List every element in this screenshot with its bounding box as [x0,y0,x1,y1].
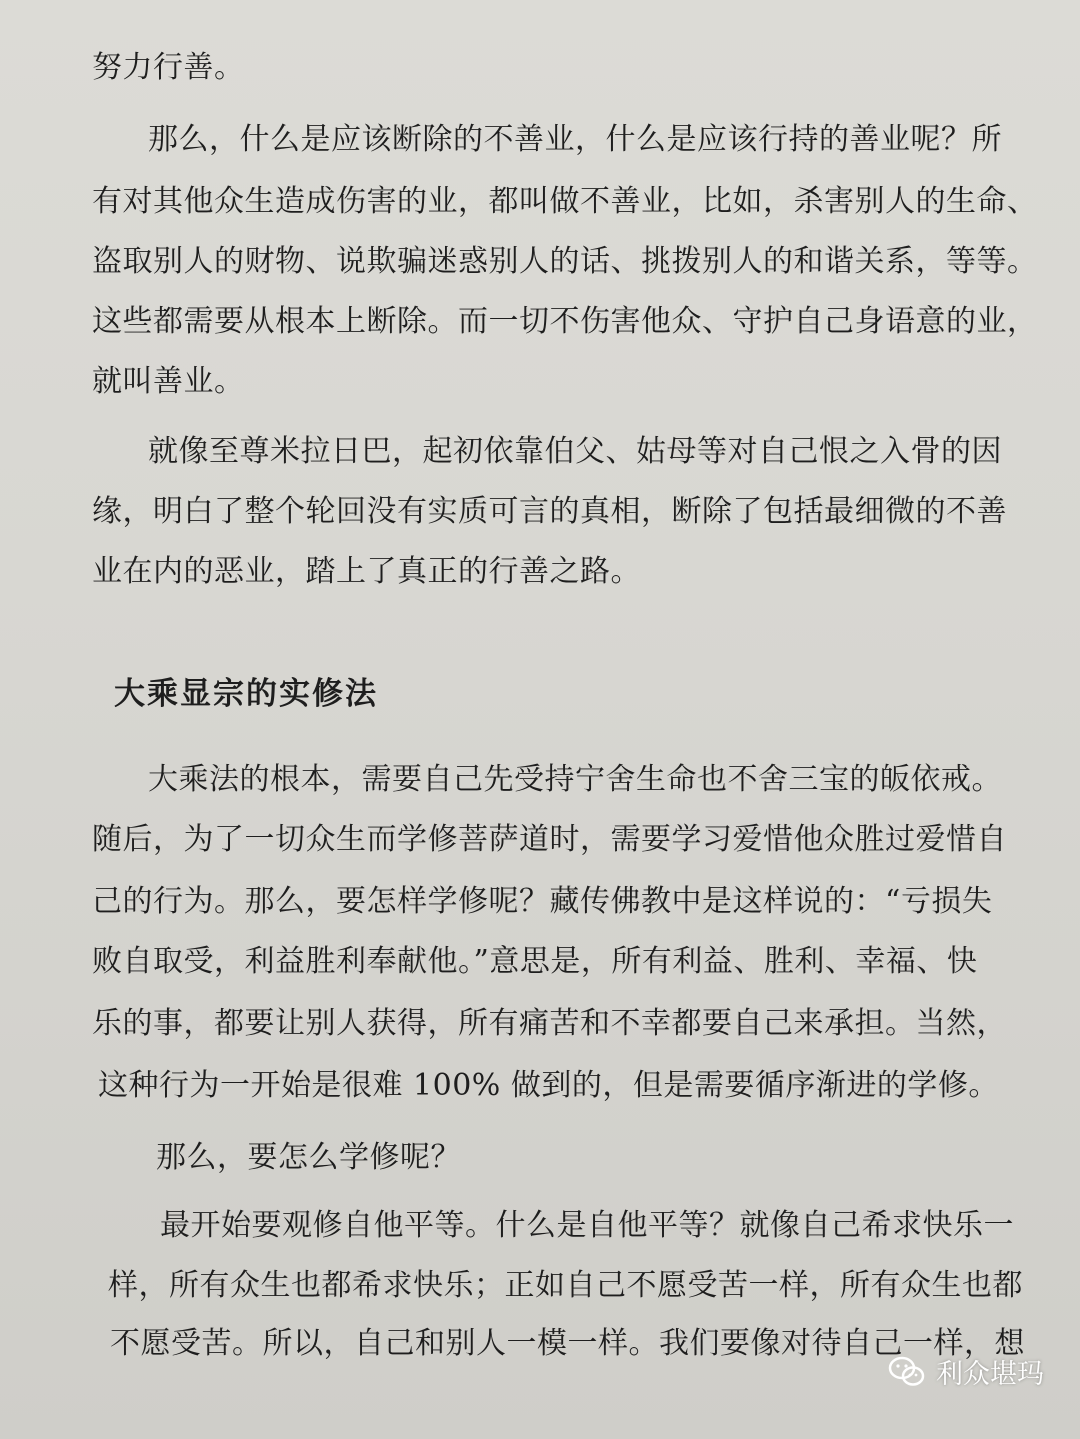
wechat-watermark [888,1352,1044,1391]
paragraph-3-line-0: 大乘法的根本，需要自己先受持宁舍生命也不舍三宝的皈依戒。 [148,762,1002,797]
paragraph-1-line-4: 就叫善业。 [92,364,245,399]
paragraph-1-line-0: 那么，什么是应该断除的不善业，什么是应该行持的善业呢？所 [148,122,1002,157]
paragraph-5-line-0: 最开始要观修自他平等。什么是自他平等？就像自己希求快乐一 [160,1208,1014,1243]
paragraph-5-line-1: 样，所有众生也都希求快乐；正如自己不愿受苦一样，所有众生也都 [108,1268,1023,1303]
paragraph-3-line-5: 这种行为一开始是很难 100% 做到的，但是需要循序渐进的学修。 [98,1068,999,1103]
paragraph-3-line-4: 乐的事，都要让别人获得，所有痛苦和不幸都要自己来承担。当然， [92,1006,1007,1041]
paragraph-3-line-3: 败自取受，利益胜利奉献他。”意思是，所有利益、胜利、幸福、快 [92,944,978,979]
watermark-text: 利众堪玛 [936,1359,1044,1390]
paragraph-4-line-0: 那么，要怎么学修呢？ [156,1140,461,1175]
paragraph-0-line-0: 努力行善。 [92,50,245,85]
paragraph-3-line-1: 随后，为了一切众生而学修菩萨道时，需要学习爱惜他众胜过爱惜自 [92,822,1007,857]
paragraph-1-line-2: 盗取别人的财物、说欺骗迷惑别人的话、挑拨别人的和谐关系，等等。 [92,244,1038,279]
paragraph-1-line-3: 这些都需要从根本上断除。而一切不伤害他众、守护自己身语意的业， [92,304,1038,339]
section-heading [100,668,378,713]
heading-text: 大乘显宗的实修法 [114,676,378,712]
paragraph-2-line-1: 缘，明白了整个轮回没有实质可言的真相，断除了包括最细微的不善 [92,494,1007,529]
paragraph-3-line-2: 己的行为。那么，要怎样学修呢？藏传佛教中是这样说的：“亏损失 [92,884,993,919]
paragraph-2-line-2: 业在内的恶业，踏上了真正的行善之路。 [92,554,641,589]
paragraph-5-line-2: 不愿受苦。所以，自己和别人一模一样。我们要像对待自己一样，想 [110,1326,1025,1361]
wechat-icon [888,1356,926,1388]
paragraph-1-line-1: 有对其他众生造成伤害的业，都叫做不善业，比如，杀害别人的生命、 [92,184,1038,219]
paragraph-2-line-0: 就像至尊米拉日巴，起初依靠伯父、姑母等对自己恨之入骨的因 [148,434,1002,469]
